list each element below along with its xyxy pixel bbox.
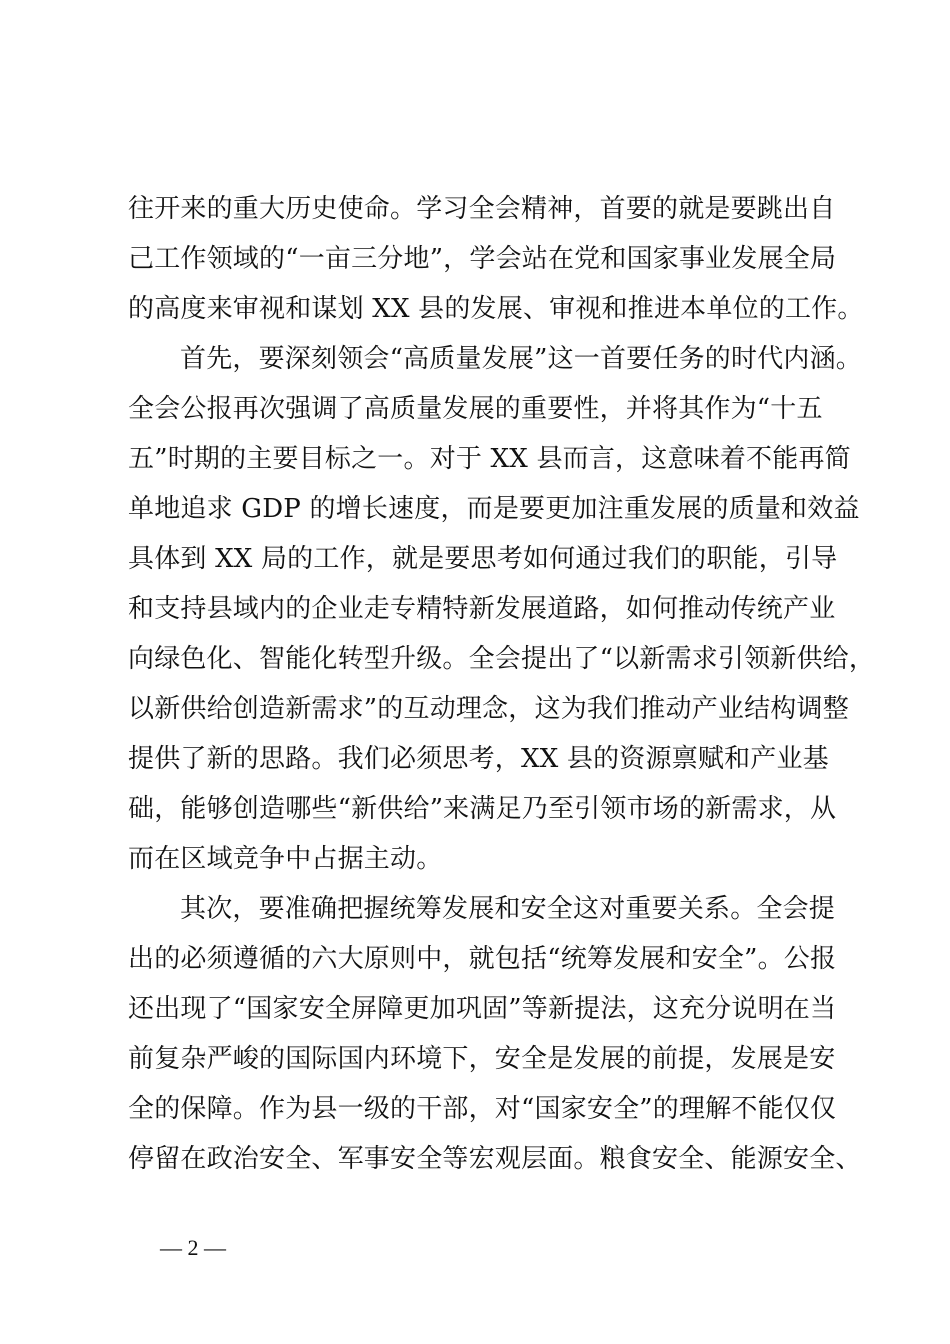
page-number: — 2 —	[160, 1235, 226, 1260]
text-line: 五”时期的主要目标之一。对于 XX 县而言，这意味着不能再简	[128, 444, 851, 474]
text-line: 础，能够创造哪些“新供给”来满足乃至引领市场的新需求，从	[128, 794, 837, 824]
text-line: 停留在政治安全、军事安全等宏观层面。粮食安全、能源安全、	[128, 1144, 862, 1174]
paragraph-first-line: 其次，要准确把握统筹发展和安全这对重要关系。全会提	[180, 894, 836, 924]
body-text	[128, 184, 876, 1184]
text-line: 全会公报再次强调了高质量发展的重要性，并将其作为“十五	[128, 394, 823, 424]
text-line: 往开来的重大历史使命。学习全会精神，首要的就是要跳出自	[128, 194, 836, 224]
text-line: 全的保障。作为县一级的干部，对“国家安全”的理解不能仅仅	[128, 1094, 837, 1124]
text-line: 单地追求 GDP 的增长速度，而是要更加注重发展的质量和效益	[128, 494, 860, 524]
text-line: 以新供给创造新需求”的互动理念，这为我们推动产业结构调整	[128, 694, 849, 724]
paragraph-first-line: 首先，要深刻领会“高质量发展”这一首要任务的时代内涵。	[180, 344, 862, 374]
text-line: 己工作领域的“一亩三分地”，学会站在党和国家事业发展全局	[128, 244, 837, 274]
text-line: 和支持县域内的企业走专精特新发展道路，如何推动传统产业	[128, 594, 836, 624]
text-line: 还出现了“国家安全屏障更加巩固”等新提法，这充分说明在当	[128, 994, 837, 1024]
text-line: 前复杂严峻的国际国内环境下，安全是发展的前提，发展是安	[128, 1044, 836, 1074]
text-line: 而在区域竞争中占据主动。	[128, 844, 443, 874]
text-line: 提供了新的思路。我们必须思考，XX 县的资源禀赋和产业基	[128, 744, 829, 774]
text-line: 具体到 XX 局的工作，就是要思考如何通过我们的职能，引导	[128, 544, 838, 574]
text-line: 的高度来审视和谋划 XX 县的发展、审视和推进本单位的工作。	[128, 294, 864, 324]
text-line: 出的必须遵循的六大原则中，就包括“统筹发展和安全”。公报	[128, 944, 837, 974]
text-line: 向绿色化、智能化转型升级。全会提出了“以新需求引领新供给，	[128, 644, 876, 674]
